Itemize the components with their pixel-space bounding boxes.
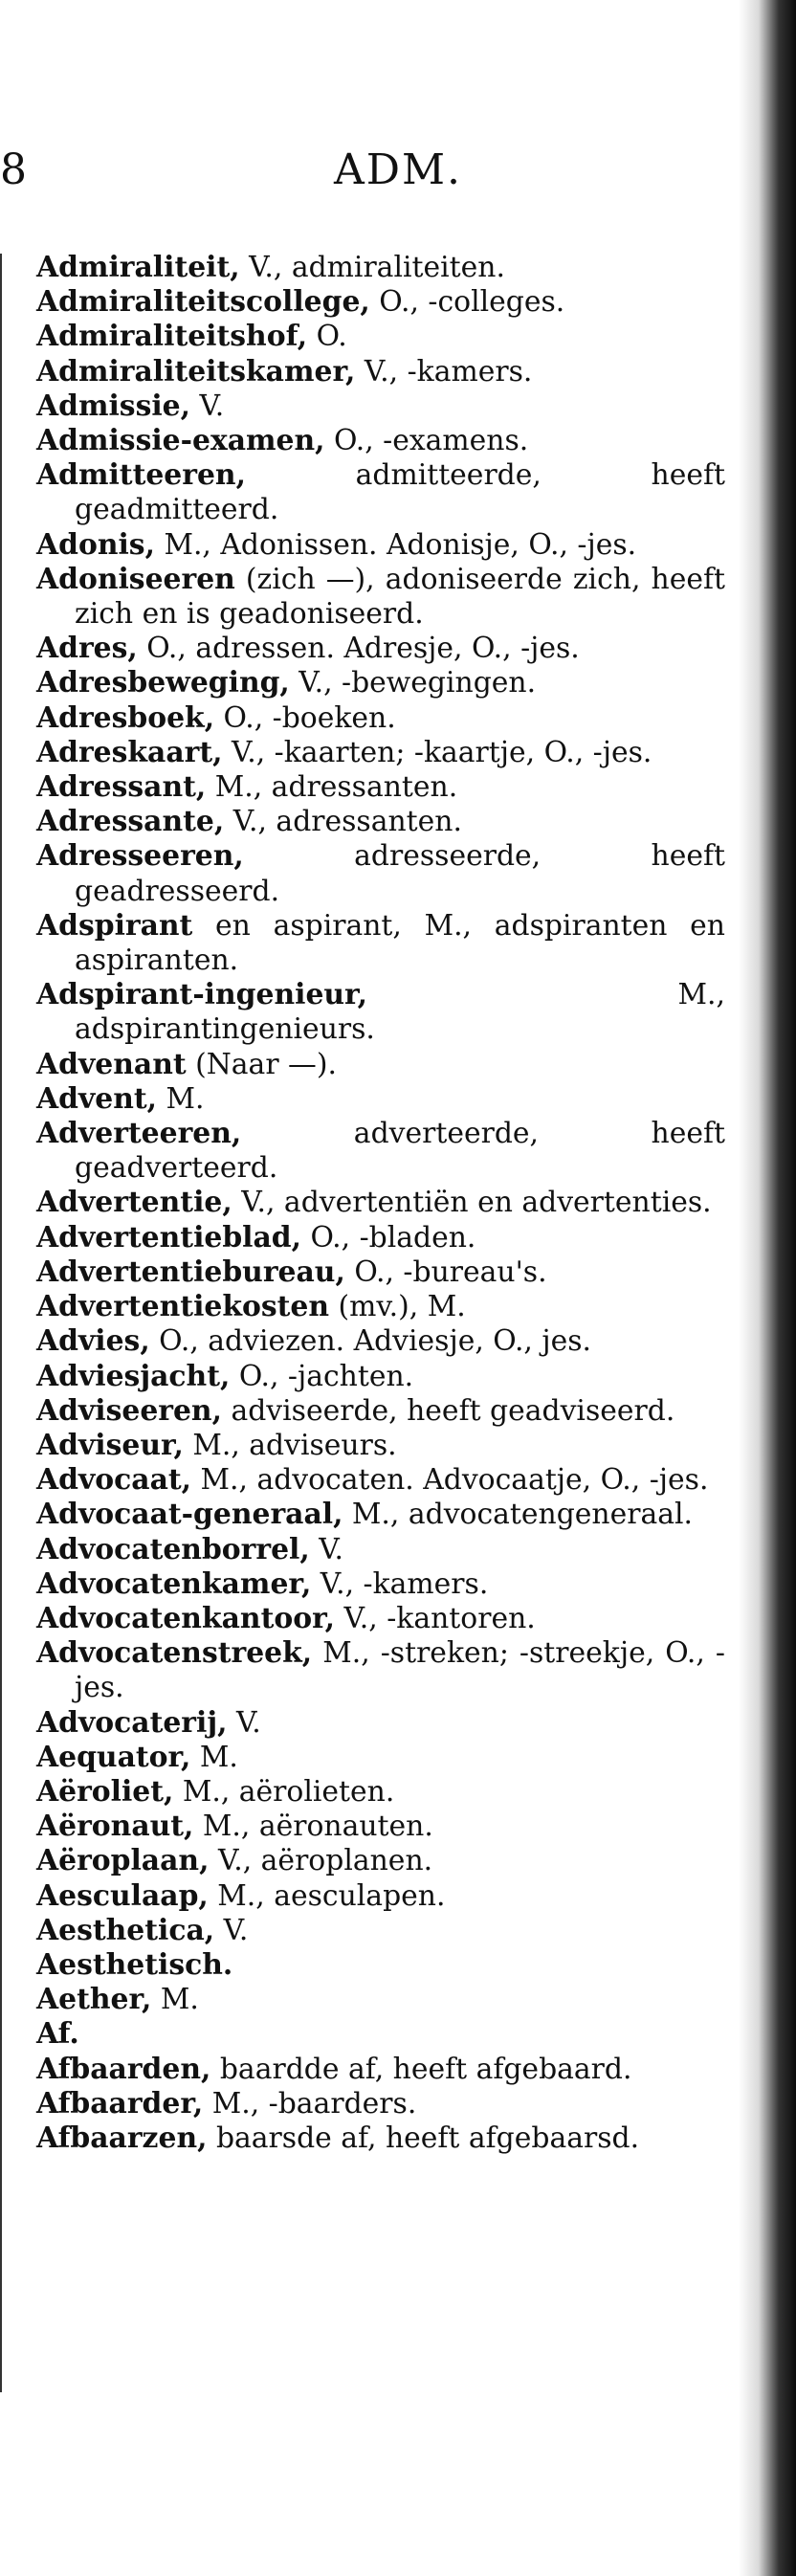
entry-definition: O. — [307, 320, 347, 354]
entry-headword: Advocaat-generaal, — [36, 1498, 343, 1532]
dictionary-entry — [36, 2017, 725, 2052]
entry-definition: V., -kamers. — [355, 354, 533, 389]
entry-headword: Advenant — [36, 1047, 187, 1081]
entry-headword: Af. — [36, 2017, 79, 2052]
entry-definition: M., aëronauten. — [193, 1810, 433, 1844]
entry-definition: V., -kamers. — [311, 1566, 489, 1601]
entry-headword: Admiraliteit, — [36, 251, 240, 284]
dictionary-entry — [36, 1602, 725, 1636]
dictionary-entry — [36, 632, 725, 666]
dictionary-entry — [36, 1360, 725, 1394]
entry-definition: M., adressanten. — [206, 770, 458, 805]
entry-headword: Adverteeren, — [36, 1117, 242, 1151]
dictionary-entry — [36, 389, 725, 424]
entry-headword: Aëroplaan, — [36, 1844, 210, 1878]
left-margin-rule — [0, 254, 2, 2392]
entry-headword: Adoniseeren — [36, 562, 235, 596]
entry-definition: V. — [190, 389, 225, 423]
entry-headword: Adonis, — [36, 527, 155, 562]
dictionary-entry — [36, 1463, 725, 1498]
dictionary-entry — [36, 1429, 725, 1463]
dictionary-entry — [36, 563, 725, 632]
dictionary-entry — [36, 528, 725, 563]
dictionary-entry — [36, 1914, 725, 1948]
entry-headword: Afbaarder, — [36, 2086, 204, 2121]
dictionary-entry — [36, 251, 725, 285]
entry-definition: (zich —), adoniseerde zich, heeft zich en is geadoniseerd. — [75, 562, 725, 632]
dictionary-entry — [36, 1567, 725, 1602]
entry-headword: Admiraliteitshof, — [36, 320, 308, 354]
entry-definition: O., -colleges. — [369, 285, 565, 320]
entry-definition: V., admiraliteiten. — [239, 251, 505, 284]
entry-definition: O., -examens. — [324, 424, 529, 458]
entry-headword: Advies, — [36, 1324, 150, 1359]
entry-definition: M., Adonissen. Adonisje, O., -jes. — [154, 527, 637, 562]
entry-headword: Admitteeren, — [36, 458, 246, 493]
dictionary-entry — [36, 2053, 725, 2087]
dictionary-entry — [36, 1844, 725, 1878]
entry-definition: M., aërolieten. — [173, 1774, 395, 1809]
entry-headword: Advocatenstreek, — [36, 1636, 313, 1671]
dictionary-entry — [36, 1948, 725, 1983]
dictionary-entry — [36, 320, 725, 354]
dictionary-entry — [36, 458, 725, 527]
dictionary-entry — [36, 1221, 725, 1255]
entry-headword: Adviseeren, — [36, 1393, 222, 1428]
entry-definition: M., advocaten. Advocaatje, O., -jes. — [191, 1463, 709, 1498]
dictionary-entry — [36, 1741, 725, 1775]
dictionary-entry — [36, 1186, 725, 1220]
entry-headword: Admissie-examen, — [36, 424, 325, 458]
entry-headword: Advertentieblad, — [36, 1220, 302, 1255]
entry-definition: M., -baarders. — [203, 2086, 417, 2121]
entry-definition: V. — [227, 1705, 261, 1740]
dictionary-entry — [36, 1775, 725, 1810]
entry-headword: Advertentiekosten — [36, 1290, 330, 1324]
entry-headword: Aesthetisch. — [36, 1947, 233, 1982]
entry-headword: Admiraliteitskamer, — [36, 354, 356, 389]
dictionary-entry — [36, 736, 725, 770]
entry-headword: Adspirant — [36, 908, 193, 943]
dictionary-entry — [36, 1533, 725, 1567]
entry-definition: O., -bladen. — [301, 1220, 476, 1255]
dictionary-entry — [36, 1324, 725, 1359]
entry-definition: admitteerde, heeft geadmitteerd. — [75, 458, 725, 527]
dictionary-entry — [36, 1394, 725, 1429]
entry-definition: M., advocatengeneraal. — [343, 1498, 694, 1532]
entry-definition: adresseerde, heeft geadresseerd. — [75, 839, 725, 908]
entry-headword: Advocaat, — [36, 1463, 192, 1498]
dictionary-entry — [36, 1082, 725, 1117]
entry-headword: Adressante, — [36, 805, 225, 839]
entry-definition: V. — [214, 1913, 249, 1947]
entry-definition: en aspirant, M., adspiranten en aspiranten. — [75, 908, 725, 978]
entry-definition: V., -bewegingen. — [289, 666, 537, 700]
entry-headword: Advocaterij, — [36, 1705, 228, 1740]
dictionary-entry — [36, 424, 725, 458]
entry-headword: Adressant, — [36, 770, 207, 805]
entry-definition: adviseerde, heeft geadviseerd. — [221, 1393, 675, 1428]
entry-definition: V., -kantoren. — [335, 1601, 536, 1635]
entry-definition: adverteerde, heeft geadverteerd. — [75, 1117, 725, 1186]
entry-headword: Adres, — [36, 632, 138, 666]
entry-headword: Aëronaut, — [36, 1810, 194, 1844]
entry-definition: O., -jachten. — [230, 1359, 414, 1393]
entry-definition: baarsde af, heeft afgebaarsd. — [207, 2121, 640, 2155]
dictionary-entry — [36, 701, 725, 736]
dictionary-entry — [36, 978, 725, 1047]
entry-headword: Aesculaap, — [36, 1878, 209, 1913]
dictionary-entry — [36, 770, 725, 805]
entry-definition: O., adressen. Adresje, O., -jes. — [137, 632, 580, 666]
entry-headword: Advertentie, — [36, 1186, 232, 1220]
entry-definition: M. — [151, 1983, 199, 2017]
dictionary-entry — [36, 355, 725, 389]
entry-definition: V. — [309, 1532, 343, 1566]
dictionary-entry — [36, 1706, 725, 1741]
entry-headword: Advertentiebureau, — [36, 1255, 345, 1289]
dictionary-entry — [36, 839, 725, 908]
page-number: 8 — [0, 145, 27, 194]
entry-headword: Adviseur, — [36, 1428, 184, 1462]
entry-headword: Adresboek, — [36, 700, 215, 735]
dictionary-entry — [36, 1048, 725, 1082]
dictionary-entry — [36, 2087, 725, 2121]
entry-headword: Adreskaart, — [36, 735, 223, 769]
dictionary-entry — [36, 285, 725, 320]
entry-headword: Admiraliteitscollege, — [36, 285, 370, 320]
dictionary-entry — [36, 1983, 725, 2017]
entry-headword: Adresbeweging, — [36, 666, 290, 700]
entry-definition: M., adspirantingenieurs. — [75, 978, 725, 1047]
entry-headword: Adresseeren, — [36, 839, 244, 874]
entry-headword: Advocatenkantoor, — [36, 1601, 336, 1635]
page-edge-shadow — [739, 0, 796, 2576]
entry-definition: baardde af, heeft afgebaard. — [210, 2052, 632, 2086]
entry-headword: Afbaarzen, — [36, 2121, 208, 2155]
entry-headword: Aequator, — [36, 1740, 191, 1774]
dictionary-entry — [36, 666, 725, 700]
dictionary-entry — [36, 1255, 725, 1290]
dictionary-entry — [36, 1879, 725, 1914]
page-title: ADM. — [333, 145, 463, 194]
dictionary-entry — [36, 1498, 725, 1532]
dictionary-entry — [36, 1810, 725, 1844]
entry-definition: O., adviezen. Adviesje, O., jes. — [149, 1324, 592, 1359]
entry-definition: M., adviseurs. — [183, 1428, 397, 1462]
entry-headword: Aether, — [36, 1983, 152, 2017]
entry-definition: V., advertentiën en advertenties. — [232, 1186, 712, 1220]
entry-definition: M. — [190, 1740, 238, 1774]
entry-headword: Adspirant-ingenieur, — [36, 978, 367, 1012]
entry-definition: V., adressanten. — [224, 805, 462, 839]
entry-definition: O., -boeken. — [214, 700, 396, 735]
dictionary-entry — [36, 1117, 725, 1186]
entry-headword: Adviesjacht, — [36, 1359, 231, 1393]
dictionary-entry — [36, 2121, 725, 2156]
entry-headword: Afbaarden, — [36, 2052, 211, 2086]
entry-definition: M., aesculapen. — [208, 1878, 446, 1913]
entry-headword: Aëroliet, — [36, 1774, 174, 1809]
entry-headword: Advocatenkamer, — [36, 1566, 312, 1601]
entry-definition: V., -kaarten; -kaartje, O., -jes. — [222, 735, 652, 769]
dictionary-entry — [36, 1290, 725, 1324]
entry-definition: V., aëroplanen. — [209, 1844, 433, 1878]
entry-headword: Advocatenborrel, — [36, 1532, 310, 1566]
entry-definition: O., -bureau's. — [344, 1255, 547, 1289]
entry-headword: Aesthetica, — [36, 1913, 215, 1947]
entry-definition: (mv.), M. — [329, 1290, 466, 1324]
entry-definition: M. — [157, 1081, 205, 1116]
entry-headword: Admissie, — [36, 389, 191, 423]
dictionary-entry — [36, 1636, 725, 1705]
dictionary-entry — [36, 909, 725, 978]
entry-definition: M., -streken; -streekje, O., -jes. — [75, 1636, 725, 1705]
entry-definition: (Naar —). — [186, 1047, 337, 1081]
dictionary-entries — [36, 251, 725, 2156]
entry-headword: Advent, — [36, 1081, 158, 1116]
dictionary-entry — [36, 805, 725, 839]
